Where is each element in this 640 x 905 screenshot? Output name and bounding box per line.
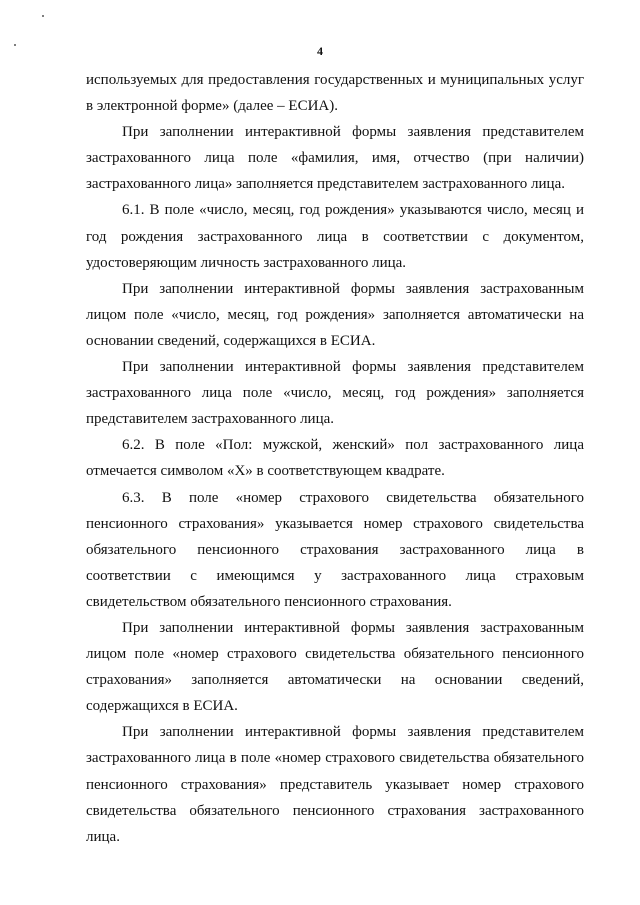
paragraph: При заполнении интерактивной формы заявления представителем застрахованного лица в поле «номер страхового свидетельства обязательного пенсионного страхования» представитель указывает номер страхового свидетельства обязательного пенсионного страхования застрахованного лица. xyxy=(86,724,584,845)
paragraph-6-1: 6.1. В поле «число, месяц, год рождения» указываются число, месяц и год рождения застрахованного лица в соответствии с документом, удостоверяющим личность застрахованного лица. xyxy=(86,202,584,271)
paragraph: При заполнении интерактивной формы заявления представителем застрахованного лица поле «фамилия, имя, отчество (при наличии) застрахованного лица» заполняется представителем застрахованного лица. xyxy=(86,124,584,193)
document-body xyxy=(86,67,584,850)
paragraph: При заполнении интерактивной формы заявления застрахованным лицом поле «число, месяц, год рождения» заполняется автоматически на основании сведений, содержащихся в ЕСИА. xyxy=(86,280,584,349)
paragraph-continuation: используемых для предоставления государственных и муниципальных услуг в электронной форме» (далее – ЕСИА). xyxy=(86,72,584,115)
paragraph-6-2: 6.2. В поле «Пол: мужской, женский» пол застрахованного лица отмечается символом «Х» в соответствующем квадрате. xyxy=(86,437,584,480)
paragraph: При заполнении интерактивной формы заявления представителем застрахованного лица поле «число, месяц, год рождения» заполняется представителем застрахованного лица. xyxy=(86,359,584,428)
paragraph-6-3: 6.3. В поле «номер страхового свидетельства обязательного пенсионного страхования» указывается номер страхового свидетельства обязательного пенсионного страхования застрахованного лица в соответствии с имеющимся у застрахованного лица страховым свидетельством обязательного пенсионного страхования. xyxy=(86,489,584,610)
page-number: 4 xyxy=(317,44,323,58)
scan-speck xyxy=(42,15,44,17)
paragraph: При заполнении интерактивной формы заявления застрахованным лицом поле «номер страхового свидетельства обязательного пенсионного страхования» заполняется автоматически на основании сведений, содержащихся в ЕСИА. xyxy=(86,619,584,715)
